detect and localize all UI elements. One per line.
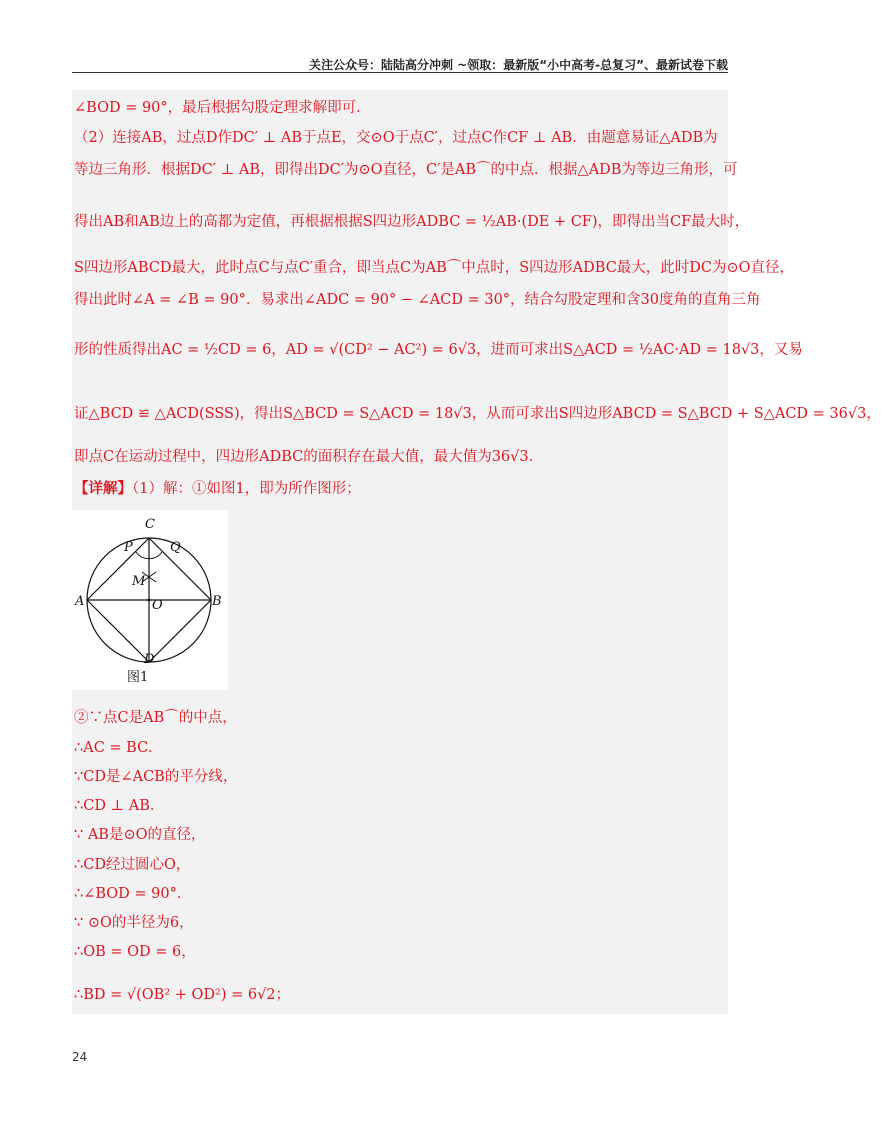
proof-line-9: ∴OB = OD = 6， [74, 944, 196, 960]
analysis-line-2: （2）连接AB，过点D作DC′ ⊥ AB于点E，交⊙O于点C′，过点C作CF ⊥ AB．由题意易证△ADB为 [74, 130, 718, 146]
analysis-line-8: 证△BCD ≌ △ACD(SSS)，得出S△BCD = S△ACD = 18√3，从而可求出S四边形ABCD = S△BCD + S△ACD = 36√3， [74, 406, 881, 422]
proof-line-3: ∵CD是∠ACB的平分线， [74, 769, 238, 785]
detail-tag: 【详解】 [74, 480, 132, 497]
proof-line-1: ②∵点C是AB⌒的中点， [74, 710, 237, 726]
analysis-line-7: 形的性质得出AC = ½CD = 6，AD = √(CD² − AC²) = 6√3，进而可求出S△ACD = ½AC·AD = 18√3，又易 [74, 342, 803, 358]
label-d: D [144, 652, 155, 667]
detail-text: （1）解：①如图1，即为所作图形； [132, 481, 361, 497]
page-header: 关注公众号：陆陆高分冲刺 ~领取：最新版“小中高考-总复习”、最新试卷下载 [309, 58, 728, 72]
analysis-line-5: S四边形ABCD最大，此时点C与点C′重合，即当点C为AB⌒中点时，S四边形ADBC最大，此时DC为⊙O直径， [74, 260, 795, 276]
header-divider [72, 72, 728, 73]
label-a: A [75, 594, 85, 609]
circle-diagram [72, 510, 228, 670]
proof-line-2: ∴AC = BC． [74, 740, 163, 756]
detail-line [74, 479, 724, 499]
analysis-line-1: ∠BOD = 90°，最后根据勾股定理求解即可． [74, 100, 371, 116]
label-p: P [124, 540, 133, 555]
analysis-line-9: 即点C在运动过程中，四边形ADBC的面积存在最大值，最大值为36√3． [74, 449, 544, 465]
analysis-line-6: 得出此时∠A = ∠B = 90°．易求出∠ADC = 90° − ∠ACD = 30°，结合勾股定理和含30度角的直角三角 [74, 292, 761, 308]
figure-1 [72, 510, 228, 690]
proof-line-4: ∴CD ⊥ AB． [74, 798, 165, 814]
proof-line-5: ∵ AB是⊙O的直径， [74, 827, 206, 843]
figure-caption: 图1 [127, 670, 149, 685]
page-number: 24 [72, 1050, 88, 1064]
analysis-line-4: 得出AB和AB边上的高都为定值，再根据根据S四边形ADBC = ½AB·(DE + CF)，即得出当CF最大时， [74, 214, 750, 230]
proof-line-10: ∴BD = √(OB² + OD²) = 6√2； [74, 987, 291, 1003]
label-m: M [132, 574, 146, 589]
label-b: B [212, 594, 222, 609]
label-o: O [152, 598, 163, 613]
proof-line-6: ∴CD经过圆心O， [74, 857, 191, 873]
proof-line-7: ∴∠BOD = 90°． [74, 886, 192, 902]
label-c: C [145, 517, 155, 532]
proof-line-8: ∵ ⊙O的半径为6， [74, 915, 194, 931]
analysis-line-3: 等边三角形．根据DC′ ⊥ AB，即得出DC′为⊙O直径，C′是AB⌒的中点．根据△ADB为等边三角形，可 [74, 162, 738, 178]
label-q: Q [170, 540, 181, 555]
